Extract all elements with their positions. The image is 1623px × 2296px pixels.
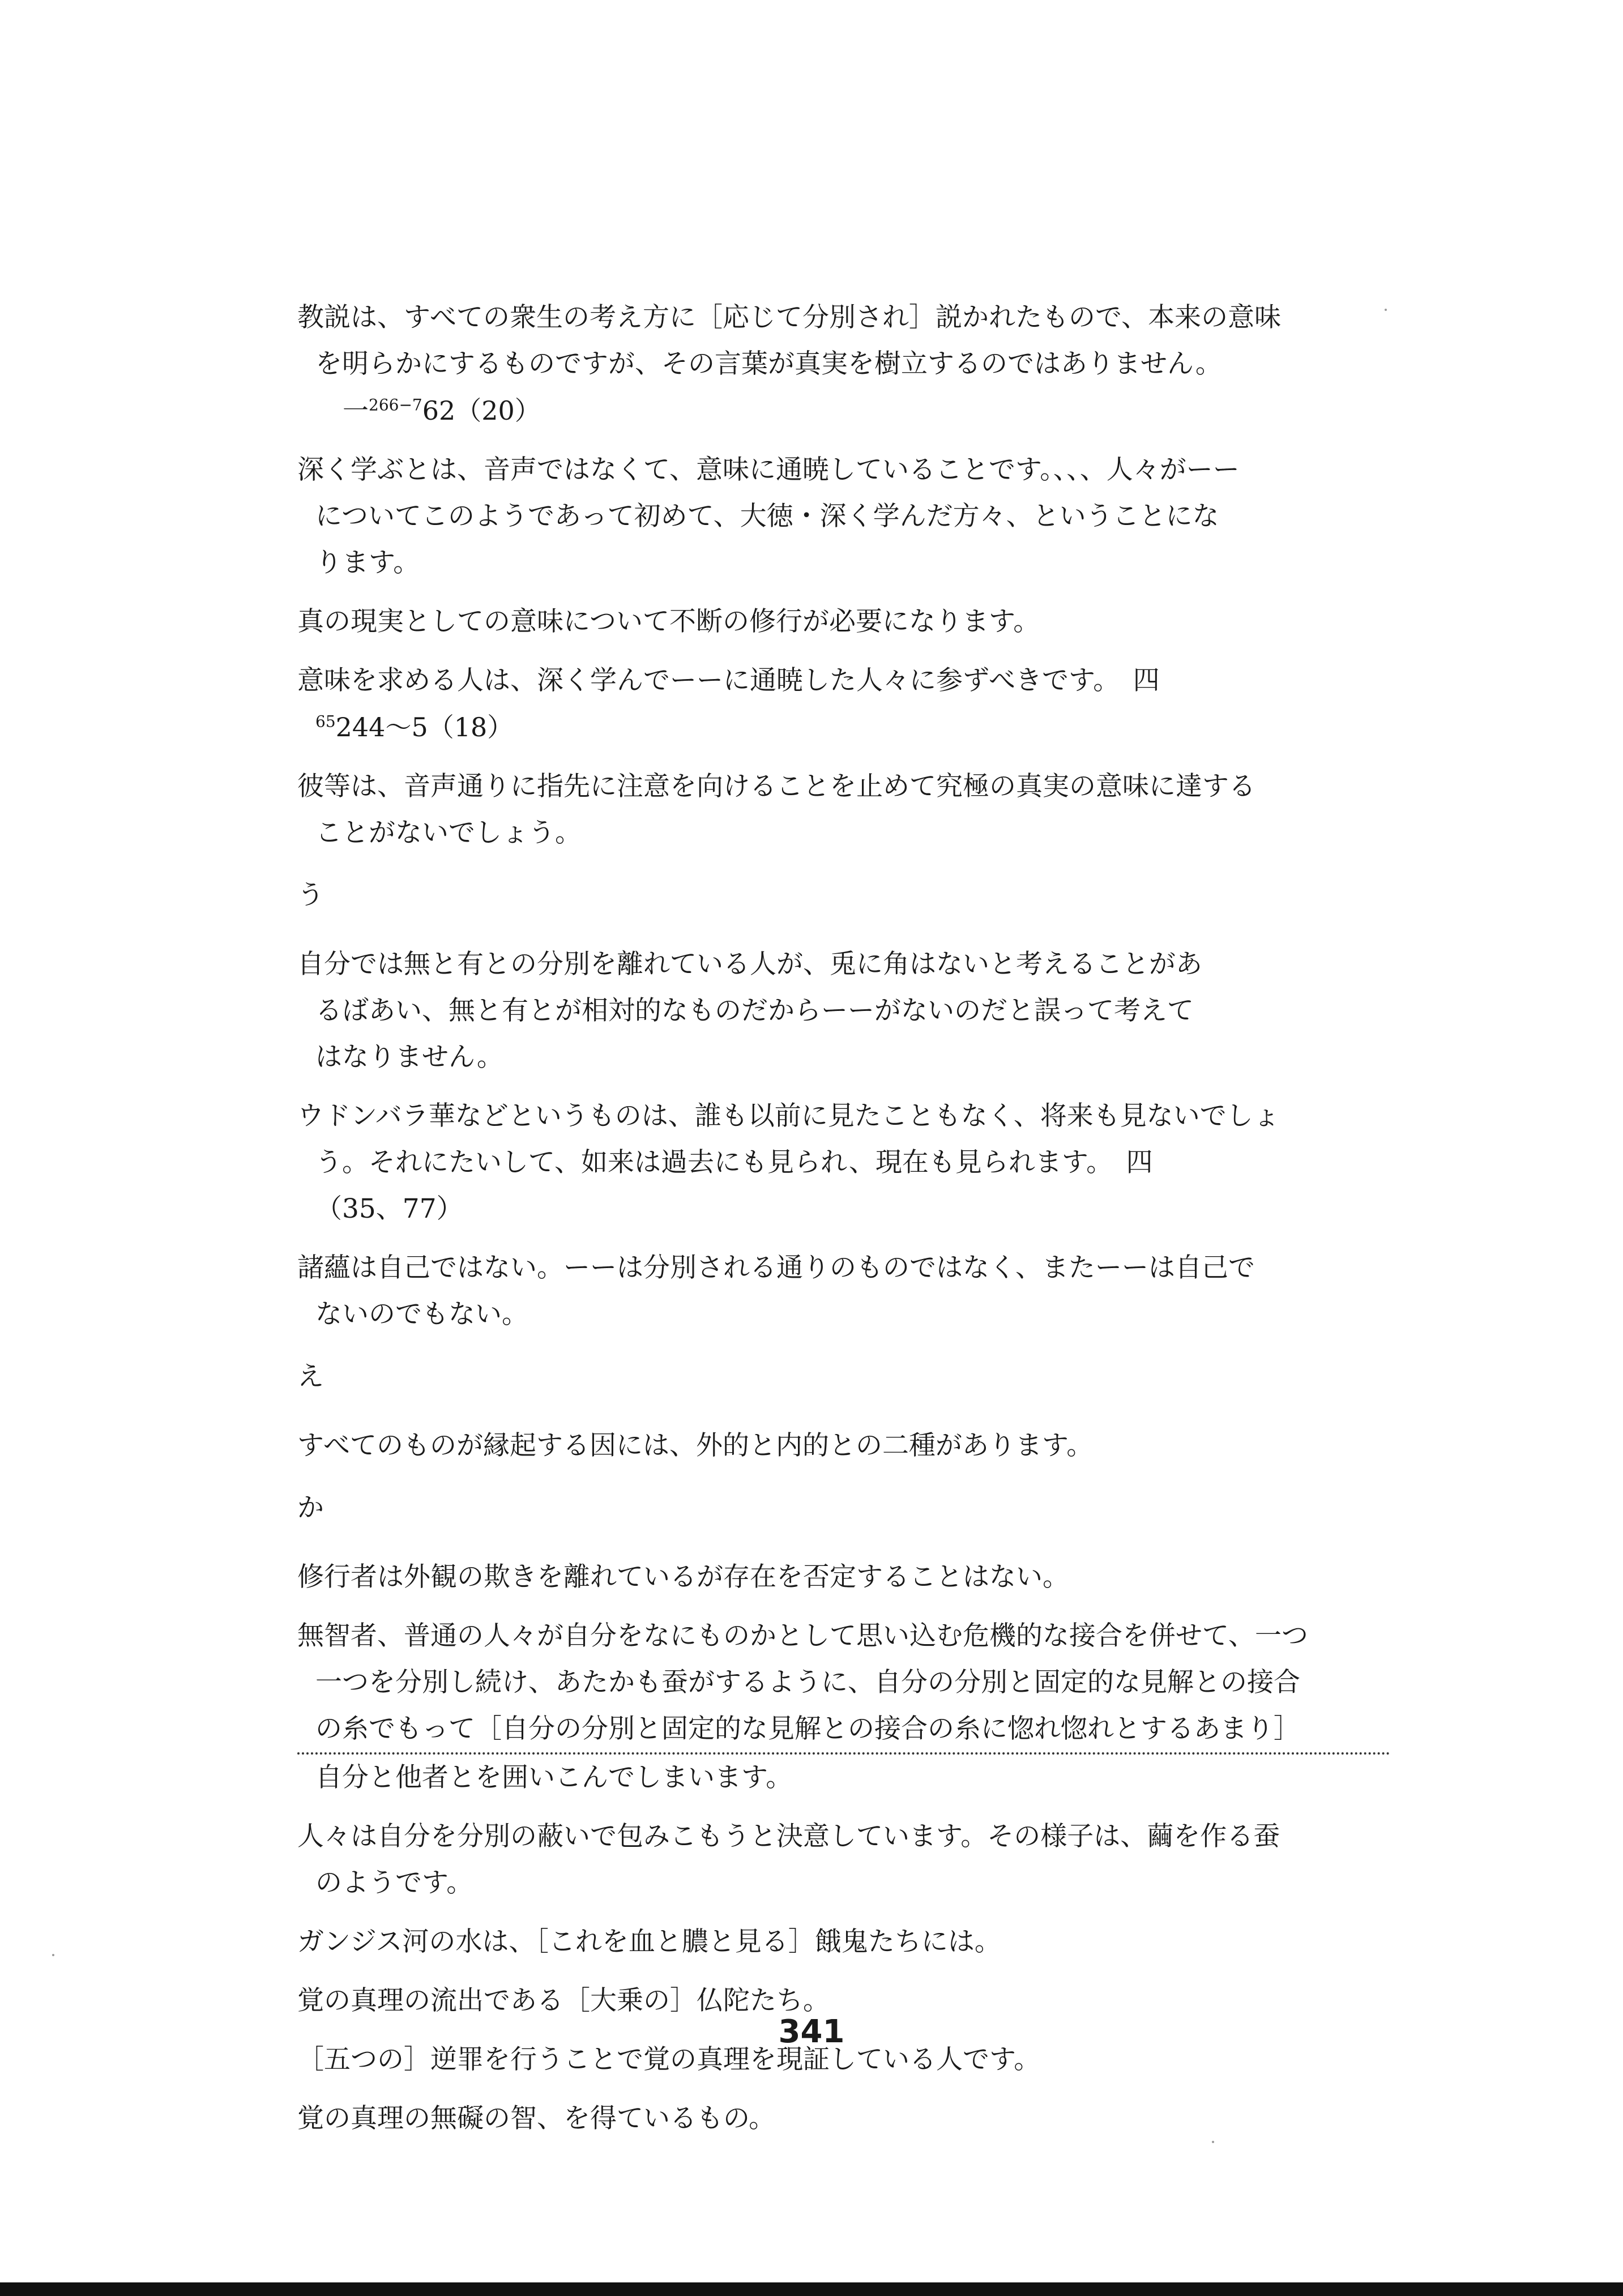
entry-text-line: 真の現実としての意味について不断の修行が必要になります。 — [297, 606, 1040, 637]
entry-text-line: 彼等は、音声通りに指先に注意を向けることを止めて究極の真実の意味に達する — [297, 771, 1255, 802]
scan-speck — [1212, 2141, 1214, 2143]
page-number: 341 — [778, 2013, 845, 2050]
entry-text-line: ことがないでしょう。 — [315, 817, 582, 848]
entry-text-line: 無智者、普通の人々が自分をなにものかとして思い込む危機的な接合を併せて、一つ — [297, 1620, 1309, 1651]
index-heading: え — [297, 1361, 324, 1392]
entry-text-line: ［五つの］逆罪を行うことで覚の真理を現証している人です。 — [297, 2044, 1041, 2075]
entry-text-line: のようです。 — [315, 1867, 473, 1898]
scan-bottom-edge — [0, 2282, 1623, 2296]
entry-text-line: ないのでもない。 — [315, 1299, 528, 1330]
entry-text-line: はなりません。 — [315, 1042, 503, 1073]
entry-text-line: の糸でもって［自分の分別と固定的な見解との接合の糸に惚れ惚れとするあまり］ — [297, 1706, 1390, 1755]
index-entry — [297, 658, 1390, 751]
reference-page: 62（20） — [422, 395, 541, 426]
entry-text-line: 教説は、すべての衆生の考え方に［応じて分別され］説かれたもので、本来の意味 — [297, 302, 1282, 333]
index-entry — [297, 295, 1390, 434]
entry-text-line: 諸蘊は自己ではない。ーーは分別される通りのものではなく、またーーは自己で — [297, 1252, 1255, 1283]
entry-text-line: 深く学ぶとは、音声ではなくて、意味に通暁していることです。、、、人々がーー — [297, 454, 1240, 485]
index-entry — [297, 941, 1390, 1081]
entry-text-line: るばあい、無と有とが相対的なものだからーーがないのだと誤って考えて — [315, 995, 1194, 1026]
scan-speck — [1385, 309, 1387, 311]
index-heading: う — [297, 880, 324, 911]
entry-text-line: 覚の真理の無礙の智、を得ているもの。 — [297, 2103, 776, 2134]
entry-text-line: 修行者は外観の欺きを離れているが存在を否定することはない。 — [297, 1561, 1069, 1593]
entry-text-line: う。それにたいして、如来は過去にも見られ、現在も見られます。 四 — [315, 1147, 1153, 1178]
reference-superscript: 65 — [315, 712, 336, 731]
index-entry — [297, 1919, 1390, 1965]
entry-text-line: ウドンバラ華などというものは、誰も以前に見たこともなく、将来も見ないでしょ — [297, 1100, 1280, 1132]
index-entry — [297, 599, 1390, 645]
index-entry — [297, 1554, 1390, 1601]
entry-text-line: ります。 — [315, 547, 420, 578]
source-reference — [343, 395, 541, 426]
entry-list — [297, 295, 1390, 2154]
scan-speck — [52, 1954, 54, 1956]
entry-text-line: 人々は自分を分別の蔽いで包みこもうと決意しています。その様子は、繭を作る蚕 — [297, 1821, 1280, 1852]
entry-text-line: 意味を求める人は、深く学んでーーに通暁した人々に参ずべきです。 四 — [297, 665, 1160, 696]
index-entry — [297, 2096, 1390, 2142]
entry-text-line: すべてのものが縁起する因には、外的と内的との二種があります。 — [297, 1430, 1094, 1461]
reference-page: 244〜5（18） — [335, 712, 514, 742]
index-entry — [297, 1813, 1390, 1906]
index-heading: か — [297, 1492, 324, 1523]
reference-volume: 一 — [343, 395, 369, 426]
entry-text-line: ガンジス河の水は、［これを血と膿と見る］餓鬼たちには。 — [297, 1926, 1001, 1957]
entry-text-line: 自分と他者とを囲いこんでしまいます。 — [315, 1762, 793, 1793]
reference-tail: （35、77） — [315, 1193, 463, 1224]
entry-text-line: についてこのようであって初めて、大徳・深く学んだ方々、ということにな — [315, 501, 1219, 532]
index-entry — [297, 1093, 1390, 1232]
entry-text-line: 覚の真理の流出である［大乗の］仏陀たち。 — [297, 1985, 830, 2016]
index-entry — [297, 1245, 1390, 1338]
entry-text-line: 一つを分別し続け、あたかも蚕がするように、自分の分別と固定的な見解との接合 — [315, 1667, 1300, 1698]
entry-text-line: 自分では無と有との分別を離れている人が、兎に角はないと考えることがあ — [297, 949, 1202, 980]
index-entry — [297, 447, 1390, 586]
entry-text-line: を明らかにするものですが、その言葉が真実を樹立するのではありません。 — [315, 348, 1222, 379]
reference-superscript: 266−7 — [369, 395, 422, 415]
source-reference — [315, 712, 513, 742]
index-entry — [297, 763, 1390, 856]
index-entry — [297, 1613, 1390, 1801]
index-entry — [297, 1423, 1390, 1469]
